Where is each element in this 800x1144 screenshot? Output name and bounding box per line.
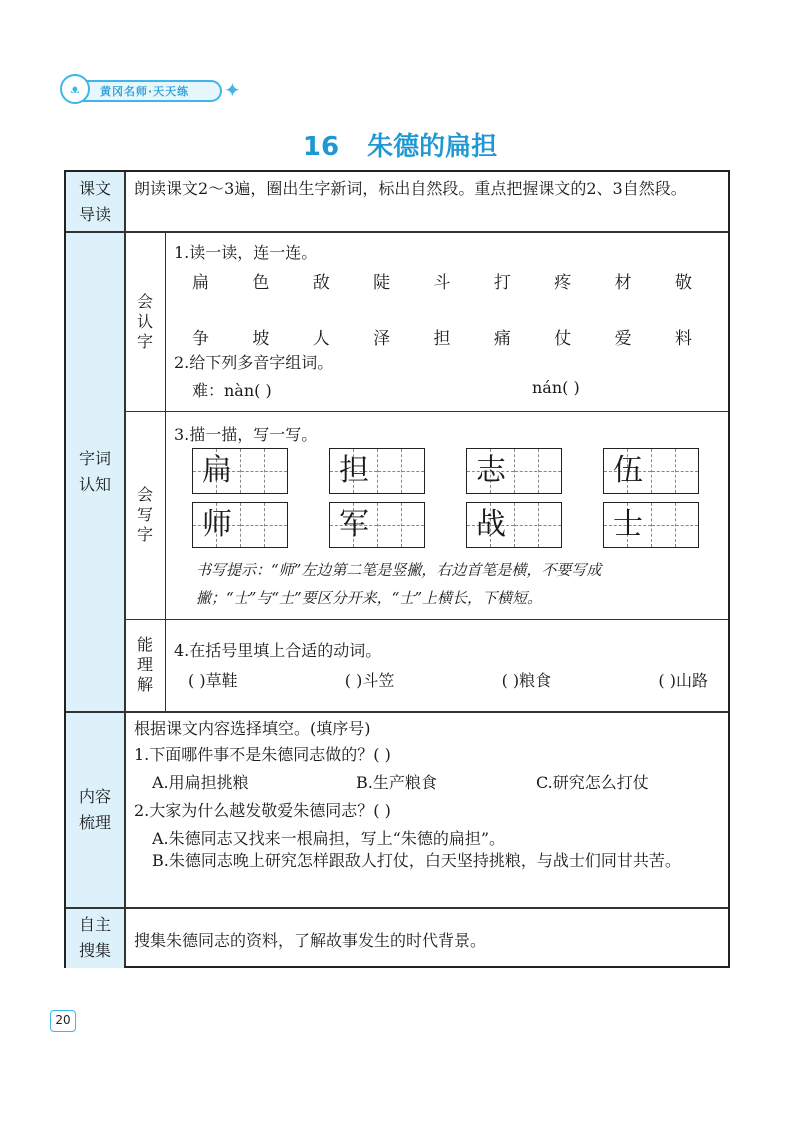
divider [124, 172, 126, 966]
char[interactable]: 疼 [554, 273, 572, 293]
search-text: 搜集朱德同志的资料，了解故事发生的时代背景。 [134, 931, 487, 950]
trace-char: 扁 [202, 453, 232, 488]
brand-badge [62, 78, 247, 106]
writing-grid[interactable] [603, 502, 699, 548]
bear-mascot-icon: ᴥ [60, 74, 90, 104]
lesson-title: 朱德的扁担 [367, 132, 498, 162]
recognize-label-text: 会认字 [136, 292, 153, 351]
char-row-1 [192, 268, 692, 293]
verb-blank[interactable]: ( )粮食 [501, 671, 552, 690]
verb-blank[interactable]: ( )草鞋 [188, 671, 238, 690]
char[interactable]: 斗 [433, 273, 451, 293]
divider [124, 411, 728, 412]
char-row-2 [192, 324, 692, 349]
q1-option-b[interactable]: B.生产粮食 [356, 773, 437, 792]
content-label-text: 内容梳理 [78, 787, 111, 832]
divider [124, 619, 728, 620]
q2-text: 2.给下列多音字组词。 [174, 353, 334, 372]
page-title [0, 126, 800, 163]
writing-grid[interactable] [603, 448, 699, 494]
q1-text: 1.读一读，连一连。 [174, 243, 318, 262]
worksheet-table [64, 170, 730, 968]
q2-option-a[interactable]: A.朱德同志又找来一根扁担，写上“朱德的扁担”。 [152, 829, 506, 848]
trace-char: 士 [613, 507, 643, 542]
q1-option-c[interactable]: C.研究怎么打仗 [536, 773, 649, 792]
q2-option-b[interactable]: B.朱德同志晚上研究怎样跟敌人打仗，白天坚持挑粮，与战士们同甘共苦。 [152, 851, 681, 870]
char[interactable]: 担 [433, 329, 451, 349]
writing-grid[interactable] [466, 448, 562, 494]
q1-option-a[interactable]: A.用扁担挑粮 [152, 773, 249, 792]
char[interactable]: 坡 [252, 329, 270, 349]
guide-label [66, 172, 124, 232]
trace-char: 志 [476, 453, 506, 488]
write-label-text: 会写字 [136, 485, 153, 544]
page-number: 20 [50, 1010, 76, 1032]
content-label [66, 712, 124, 908]
verb-blanks-row [188, 668, 708, 691]
guide-text: 朗读课文2～3遍，圈出生字新词，标出自然段。重点把握课文的2、3自然段。 [134, 179, 687, 198]
char[interactable]: 痛 [493, 329, 511, 349]
verb-blank[interactable]: ( )斗笠 [344, 671, 395, 690]
content-intro: 根据课文内容选择填空。(填序号) [134, 719, 371, 738]
content-q2[interactable]: 2.大家为什么越发敬爱朱德同志？( ) [134, 801, 391, 820]
char[interactable]: 材 [614, 273, 632, 293]
char[interactable]: 料 [675, 329, 692, 349]
char[interactable]: 色 [252, 273, 270, 293]
char[interactable]: 人 [312, 329, 330, 349]
divider [66, 907, 728, 909]
search-label-text: 自主搜集 [78, 915, 111, 960]
trace-char: 战 [476, 507, 506, 542]
writing-grid[interactable] [192, 502, 288, 548]
char[interactable]: 敌 [312, 273, 330, 293]
write-label [126, 412, 164, 618]
guide-label-text: 课文导读 [78, 179, 111, 224]
char[interactable]: 泽 [373, 329, 391, 349]
writing-grid[interactable] [466, 502, 562, 548]
brand-text: 黄冈名师·天天练 [100, 85, 190, 98]
polyphone-nan4-input[interactable]: 难：nàn( ) [192, 381, 272, 400]
polyphone-nan2-input[interactable]: nán( ) [532, 378, 580, 397]
writing-hint-line-2: 撇；“士”与“土”要区分开来，“士”上横长，下横短。 [196, 589, 543, 607]
divider [165, 232, 166, 712]
trace-char: 伍 [613, 453, 643, 488]
writing-hint-line-1: 书写提示：“师”左边第二笔是竖撇，右边首笔是横，不要写成 [196, 561, 602, 579]
word-recognition-label-text: 字词认知 [78, 449, 111, 494]
q3-text: 3.描一描，写一写。 [174, 425, 318, 444]
ability-label-text: 能理解 [136, 635, 153, 694]
recognize-label [126, 234, 164, 410]
trace-char: 担 [339, 453, 369, 488]
trace-char: 军 [339, 507, 369, 542]
trace-char: 师 [202, 507, 232, 542]
char[interactable]: 扁 [192, 273, 209, 293]
char[interactable]: 敬 [675, 273, 692, 293]
writing-grid[interactable] [329, 502, 425, 548]
char[interactable]: 打 [493, 273, 511, 293]
char[interactable]: 争 [192, 329, 209, 349]
lesson-number: 16 [302, 132, 340, 162]
writing-grid[interactable] [192, 448, 288, 494]
word-recognition-label [66, 232, 124, 712]
char[interactable]: 爱 [614, 329, 632, 349]
content-q1[interactable]: 1.下面哪件事不是朱德同志做的？( ) [134, 745, 391, 764]
char[interactable]: 陡 [373, 273, 391, 293]
q4-text: 4.在括号里填上合适的动词。 [174, 641, 382, 660]
ability-label [126, 620, 164, 710]
writing-grid[interactable] [329, 448, 425, 494]
search-label [66, 908, 124, 968]
sparkle-star-icon: ✦ [224, 78, 241, 102]
char[interactable]: 仗 [554, 329, 572, 349]
verb-blank[interactable]: ( )山路 [658, 671, 708, 690]
